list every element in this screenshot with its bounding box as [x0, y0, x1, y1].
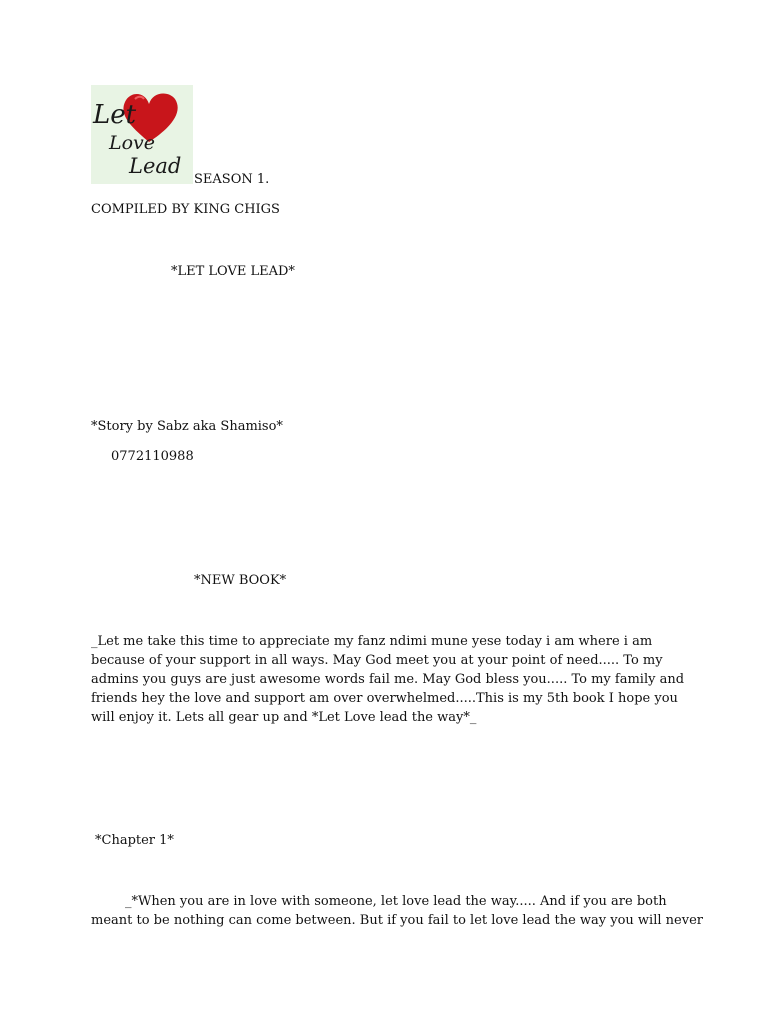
new-book-heading: *NEW BOOK*: [194, 573, 287, 588]
dedication-line: friends hey the love and support am over overwhelmed.....This is my 5th book I hope you: [91, 691, 678, 706]
dedication-line: admins you guys are just awesome words fail me. May God bless you..... To my family and: [91, 672, 685, 687]
logo-word-let: Let: [93, 100, 137, 130]
chapter-line: meant to be nothing can come between. But if you fail to let love lead the way you will never: [91, 913, 703, 928]
logo-word-love: Love: [109, 132, 156, 154]
heart-icon: [91, 85, 193, 184]
chapter-heading: *Chapter 1*: [95, 833, 174, 848]
dedication-line: _Let me take this time to appreciate my fanz ndimi mune yese today i am where i am: [91, 634, 653, 649]
dedication-line: because of your support in all ways. May God meet you at your point of need..... To my: [91, 653, 663, 668]
logo-word-lead: Lead: [129, 154, 182, 178]
story-by-line: *Story by Sabz aka Shamiso*: [91, 419, 283, 434]
compiled-by-line: COMPILED BY KING CHIGS: [91, 202, 280, 217]
book-title: *LET LOVE LEAD*: [171, 264, 295, 279]
season-label: SEASON 1.: [194, 172, 270, 187]
dedication-line: will enjoy it. Lets all gear up and *Let Love lead the way*_: [91, 710, 477, 725]
phone-number: 0772110988: [111, 449, 194, 464]
let-love-lead-logo: [91, 85, 193, 184]
chapter-line: _*When you are in love with someone, let love lead the way..... And if you are both: [125, 894, 667, 909]
